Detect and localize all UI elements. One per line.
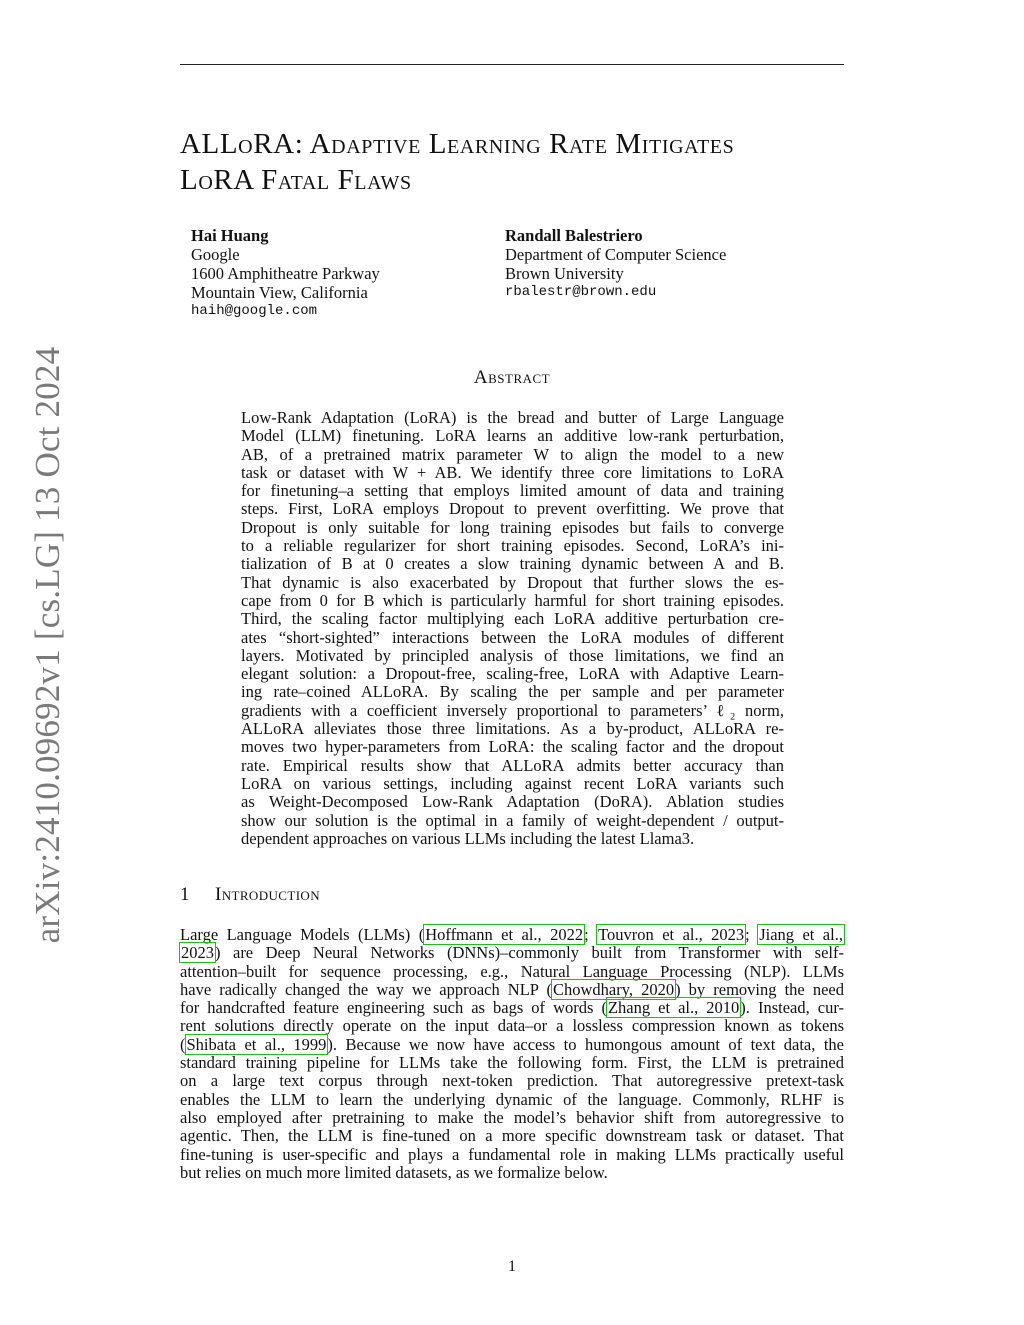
abstract-line: moves two hyper-parameters from LoRA: the scaling factor and the dropout bbox=[241, 737, 784, 757]
intro-line: attention–built for sequence processing, e.g., Natural Language Processing (NLP). LLMs bbox=[180, 961, 844, 981]
intro-line: have radically changed the way we approach NLP (Chowdhary, 2020) by removing the need bbox=[180, 979, 844, 999]
citation-link[interactable]: Shibata et al., 1999 bbox=[186, 1034, 327, 1054]
intro-line: Large Language Models (LLMs) (Hoffmann et al., 2022; Touvron et al., 2023; Jiang et al., bbox=[180, 925, 843, 944]
abstract-line: steps. First, LoRA employs Dropout to prevent overfitting. We prove that bbox=[241, 499, 784, 519]
page-number: 1 bbox=[508, 1258, 516, 1275]
title-line-1: ALLoRA: Adaptive Learning Rate Mitigates bbox=[180, 128, 735, 160]
abstract-line: as Weight-Decomposed Low-Rank Adaptation (DoRA). Ablation studies bbox=[241, 792, 784, 812]
abstract-line: Model (LLM) finetuning. LoRA learns an additive low-rank perturbation, bbox=[241, 426, 784, 446]
citation-link[interactable]: 2023 bbox=[181, 943, 214, 963]
section-number: 1 bbox=[180, 884, 190, 905]
abstract-line: ates “short-sighted” interactions between the LoRA modules of different bbox=[241, 627, 784, 647]
abstract-line: LoRA on various settings, including against recent LoRA variants such bbox=[241, 773, 784, 793]
abstract-line: Low-Rank Adaptation (LoRA) is the bread and butter of Large Language bbox=[241, 408, 784, 427]
abstract-line: tialization of B at 0 creates a slow training dynamic between A and B. bbox=[241, 554, 784, 574]
section-heading-introduction bbox=[180, 884, 320, 906]
author-name: Hai Huang bbox=[191, 226, 269, 245]
author-email[interactable]: haih@google.com bbox=[191, 303, 318, 319]
author-affiliation: Google bbox=[191, 245, 240, 264]
author-address-line: Brown University bbox=[505, 264, 624, 283]
abstract-line: for finetuning–a setting that employs limited amount of data and training bbox=[241, 481, 784, 501]
author-email[interactable]: rbalestr@brown.edu bbox=[505, 284, 657, 300]
paper-title bbox=[180, 126, 880, 198]
author-block-1 bbox=[191, 226, 380, 321]
abstract-line: That dynamic is also exacerbated by Dropout that further slows the es- bbox=[241, 572, 784, 592]
intro-line: standard training pipeline for LLMs take the following form. First, the LLM is pretrained bbox=[180, 1053, 844, 1073]
abstract-line: Dropout is only suitable for long training episodes but fails to converge bbox=[241, 517, 784, 537]
abstract-line: cape from 0 for B which is particularly harmful for short training episodes. bbox=[241, 590, 784, 610]
abstract-heading: Abstract bbox=[473, 367, 551, 388]
abstract-line: rate. Empirical results show that ALLoRA admits better accuracy than bbox=[241, 755, 784, 775]
author-address-line: Mountain View, California bbox=[191, 283, 368, 302]
intro-line: but relies on much more limited datasets, as we formalize below. bbox=[180, 1162, 608, 1182]
abstract-line: gradients with a coefficient inversely proportional to parameters’ ℓ₂ norm, bbox=[241, 700, 784, 720]
abstract-line: AB, of a pretrained matrix parameter W to align the model to a new bbox=[241, 444, 784, 464]
section-title: Introduction bbox=[215, 884, 321, 905]
intro-line: (Shibata et al., 1999). Because we now have access to humongous amount of text data, the bbox=[180, 1034, 844, 1054]
arxiv-identifier: arXiv:2410.09692v1 [cs.LG] 13 Oct 2024 bbox=[28, 346, 67, 944]
citation-link[interactable]: Zhang et al., 2010 bbox=[607, 998, 740, 1018]
intro-line: rent solutions directly operate on the input data–or a lossless compression known as tokens bbox=[180, 1016, 844, 1036]
title-line-2: LoRA Fatal Flaws bbox=[180, 164, 412, 196]
author-block-2 bbox=[505, 226, 726, 302]
intro-line: for handcrafted feature engineering such as bags of words (Zhang et al., 2010). Instead, cur- bbox=[180, 998, 845, 1018]
author-address-line: 1600 Amphitheatre Parkway bbox=[191, 264, 380, 283]
abstract-line: layers. Motivated by principled analysis of those limitations, we find an bbox=[241, 645, 784, 665]
author-affiliation: Department of Computer Science bbox=[505, 245, 727, 264]
intro-line: 2023) are Deep Neural Networks (DNNs)–commonly built from Transformer with self- bbox=[181, 943, 844, 963]
intro-line: agentic. Then, the LLM is fine-tuned on a more specific downstream task or dataset. That bbox=[180, 1126, 844, 1146]
abstract-body bbox=[241, 409, 784, 848]
abstract-line: Third, the scaling factor multiplying each LoRA additive perturbation cre- bbox=[241, 609, 784, 629]
citation-link[interactable]: Hoffmann et al., 2022 bbox=[425, 925, 584, 944]
abstract-line: ALLoRA alleviates those three limitations. As a by-product, ALLoRA re- bbox=[241, 719, 784, 739]
abstract-line: to a reliable regularizer for short training episodes. Second, LoRA’s ini- bbox=[241, 536, 784, 556]
intro-line: enables the LLM to learn the underlying dynamic of the language. Commonly, RLHF is bbox=[180, 1089, 844, 1109]
intro-line: fine-tuning is user-specific and plays a fundamental role in making LLMs practically useful bbox=[180, 1144, 844, 1164]
intro-line: on a large text corpus through next-token prediction. That autoregressive pretext-task bbox=[180, 1071, 844, 1091]
top-rule bbox=[180, 64, 844, 65]
abstract-line: show our solution is the optimal in a family of weight-dependent / output- bbox=[241, 810, 784, 830]
intro-line: also employed after pretraining to make the model’s behavior shift from autoregressive to bbox=[180, 1107, 844, 1127]
abstract-line: dependent approaches on various LLMs including the latest Llama3. bbox=[241, 828, 695, 848]
abstract-line: elegant solution: a Dropout-free, scaling-free, LoRA with Adaptive Learn- bbox=[241, 664, 784, 684]
citation-link[interactable]: Chowdhary, 2020 bbox=[552, 979, 675, 999]
author-name: Randall Balestriero bbox=[505, 226, 643, 245]
abstract-line: ing rate–coined ALLoRA. By scaling the per sample and per parameter bbox=[241, 682, 784, 702]
citation-link[interactable]: Touvron et al., 2023 bbox=[598, 925, 745, 944]
introduction-body bbox=[180, 926, 844, 1182]
citation-link[interactable]: Jiang et al., bbox=[759, 925, 843, 944]
abstract-line: task or dataset with W + AB. We identify three core limitations to LoRA bbox=[241, 462, 784, 482]
